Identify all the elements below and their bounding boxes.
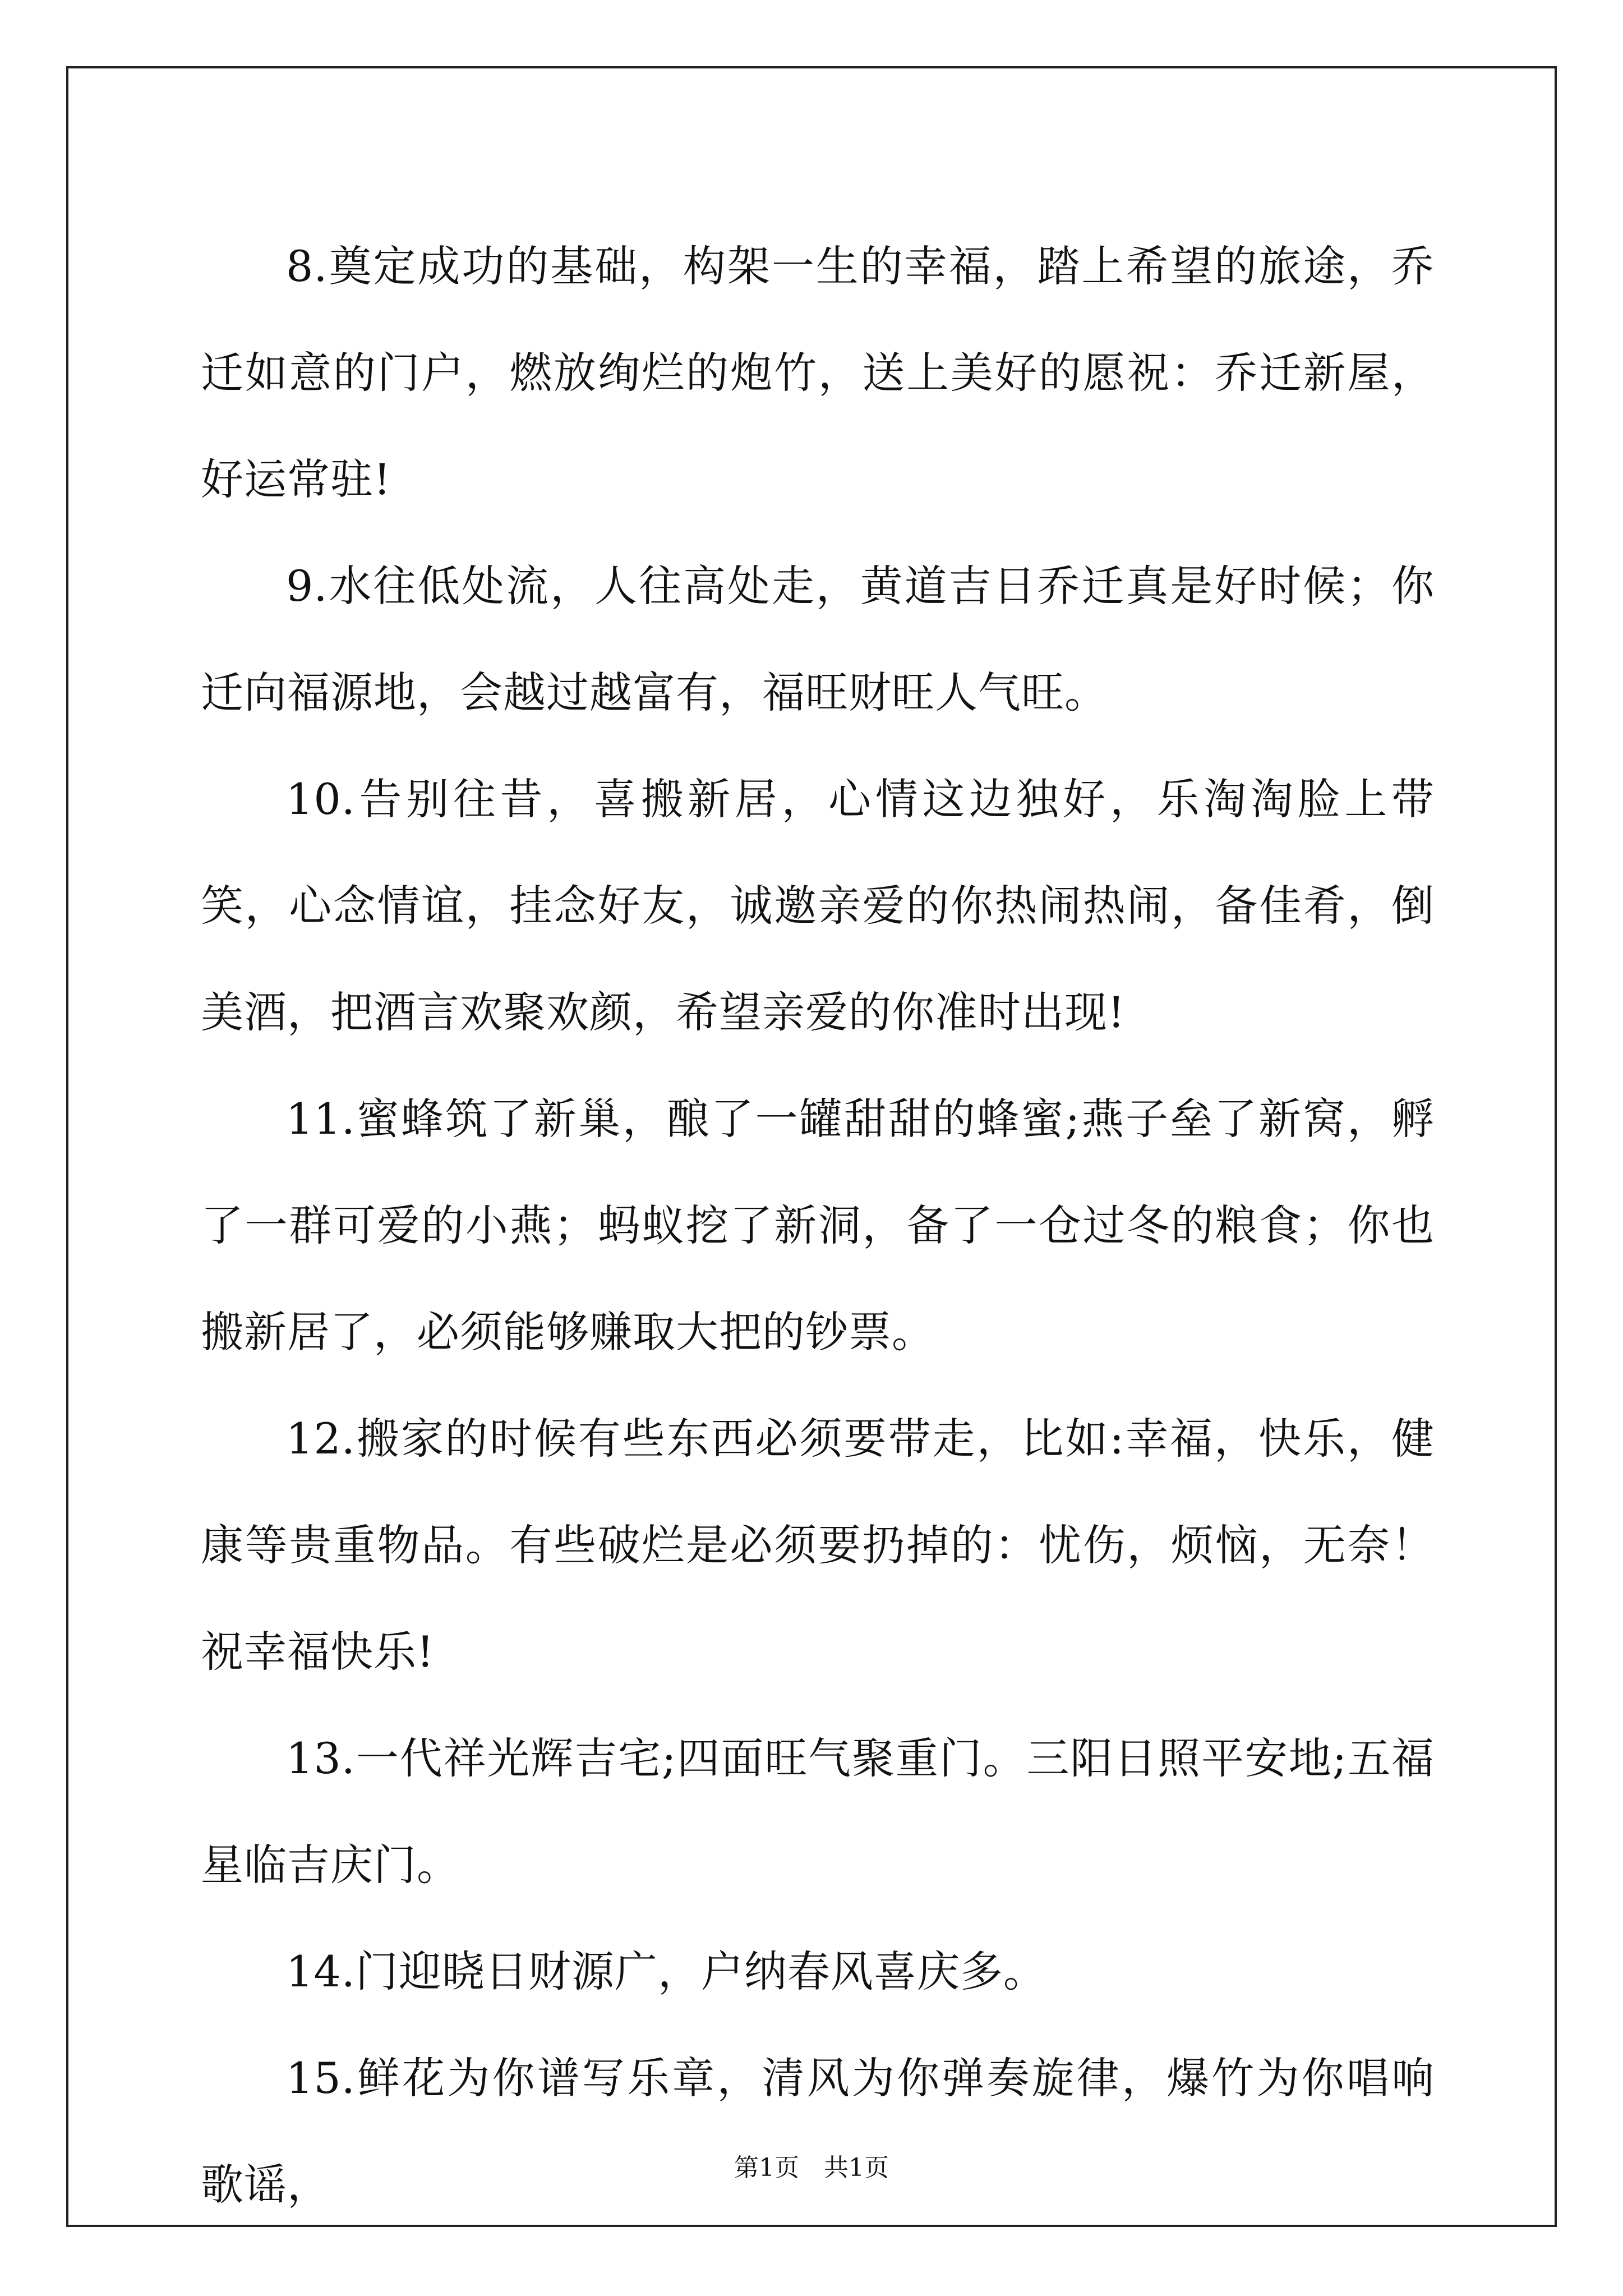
page-footer: 第1页 共1页 <box>734 2154 889 2182</box>
paragraph-11: 11.蜜蜂筑了新巢，酿了一罐甜甜的蜂蜜;燕子垒了新窝，孵了一群可爱的小燕；蚂蚁挖了新洞，备了一仓过冬的粮食；你也搬新居了，必须能够赚取大把的钞票。 <box>201 1094 1435 1357</box>
document-body <box>201 213 1435 2238</box>
paragraph-10: 10.告别往昔，喜搬新居，心情这边独好，乐淘淘脸上带笑，心念情谊，挂念好友，诚邀亲爱的你热闹热闹，备佳肴，倒美酒，把酒言欢聚欢颜，希望亲爱的你准时出现! <box>201 774 1435 1037</box>
paragraph-14: 14.门迎晓日财源广，户纳春风喜庆多。 <box>286 1947 1046 1996</box>
paragraph-9: 9.水往低处流，人往高处走，黄道吉日乔迁真是好时候；你迁向福源地，会越过越富有，福旺财旺人气旺。 <box>201 561 1435 717</box>
paragraph-8: 8.奠定成功的基础，构架一生的幸福，踏上希望的旅途，乔迁如意的门户，燃放绚烂的炮竹，送上美好的愿祝：乔迁新屋，好运常驻! <box>201 241 1435 504</box>
paragraph-12: 12.搬家的时候有些东西必须要带走，比如:幸福，快乐，健康等贵重物品。有些破烂是必须要扔掉的：忧伤，烦恼，无奈！祝幸福快乐! <box>201 1414 1435 1677</box>
paragraph-13: 13.一代祥光辉吉宅;四面旺气聚重门。三阳日照平安地;五福星临吉庆门。 <box>201 1733 1435 1890</box>
paragraph-15: 15.鲜花为你谱写乐章，清风为你弹奏旋律，爆竹为你唱响歌谣， <box>201 2053 1435 2210</box>
